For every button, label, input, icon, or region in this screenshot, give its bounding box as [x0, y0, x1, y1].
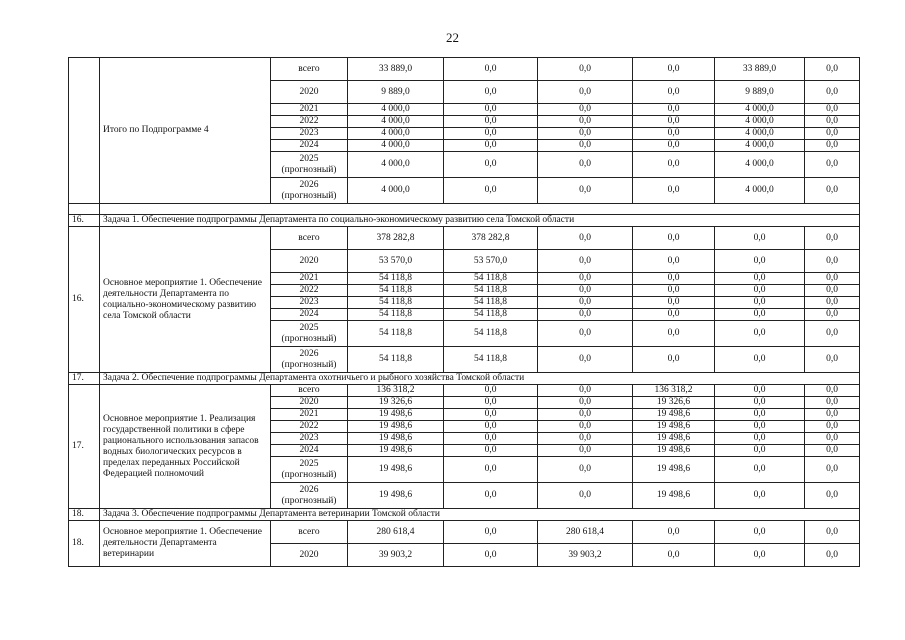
value-cell: 0,0: [805, 521, 860, 544]
value-cell: 4 000,0: [715, 128, 805, 140]
value-cell: 19 326,6: [348, 397, 444, 409]
value-cell: 4 000,0: [348, 178, 444, 204]
value-cell: 0,0: [444, 385, 538, 397]
year-cell: 2022: [271, 421, 348, 433]
value-cell: 0,0: [805, 347, 860, 373]
value-cell: 0,0: [633, 227, 715, 250]
value-cell: 0,0: [633, 297, 715, 309]
value-cell: 0,0: [715, 385, 805, 397]
year-cell: 2024: [271, 140, 348, 152]
task-title: [100, 204, 860, 215]
task-row: [69, 215, 860, 227]
value-cell: 0,0: [538, 309, 633, 321]
value-cell: 0,0: [538, 152, 633, 178]
value-cell: 0,0: [444, 457, 538, 483]
row-number: [69, 204, 100, 215]
value-cell: 0,0: [633, 273, 715, 285]
value-cell: 0,0: [633, 152, 715, 178]
value-cell: 19 498,6: [633, 483, 715, 509]
value-cell: 19 498,6: [348, 409, 444, 421]
value-cell: 0,0: [633, 250, 715, 273]
year-cell: 2020: [271, 250, 348, 273]
value-cell: 378 282,8: [348, 227, 444, 250]
value-cell: 0,0: [538, 178, 633, 204]
value-cell: 0,0: [805, 273, 860, 285]
value-cell: 0,0: [538, 58, 633, 81]
value-cell: 4 000,0: [348, 116, 444, 128]
value-cell: 0,0: [805, 178, 860, 204]
value-cell: 19 498,6: [348, 445, 444, 457]
value-cell: 0,0: [538, 285, 633, 297]
value-cell: 0,0: [444, 104, 538, 116]
row-number: 17.: [69, 385, 100, 509]
value-cell: 0,0: [444, 58, 538, 81]
value-cell: 0,0: [715, 309, 805, 321]
year-cell: 2026 (прогнозный): [271, 347, 348, 373]
value-cell: 54 118,8: [444, 309, 538, 321]
row-number: 16.: [69, 227, 100, 373]
row-number: 17.: [69, 373, 100, 385]
value-cell: 0,0: [538, 321, 633, 347]
year-cell: 2023: [271, 297, 348, 309]
value-cell: 19 498,6: [348, 457, 444, 483]
value-cell: 0,0: [805, 457, 860, 483]
value-cell: 280 618,4: [348, 521, 444, 544]
year-cell: 2021: [271, 104, 348, 116]
value-cell: 0,0: [805, 81, 860, 104]
value-cell: 19 498,6: [348, 421, 444, 433]
task-row: [69, 373, 860, 385]
value-cell: 0,0: [538, 409, 633, 421]
value-cell: 0,0: [538, 273, 633, 285]
value-cell: 54 118,8: [348, 285, 444, 297]
value-cell: 0,0: [444, 140, 538, 152]
value-cell: 136 318,2: [633, 385, 715, 397]
value-cell: 54 118,8: [444, 273, 538, 285]
value-cell: 0,0: [538, 397, 633, 409]
value-cell: 0,0: [715, 544, 805, 567]
value-cell: 0,0: [444, 421, 538, 433]
value-cell: 54 118,8: [348, 347, 444, 373]
value-cell: 0,0: [805, 285, 860, 297]
value-cell: 0,0: [633, 178, 715, 204]
value-cell: 0,0: [715, 347, 805, 373]
value-cell: 378 282,8: [444, 227, 538, 250]
year-cell: 2026 (прогнозный): [271, 178, 348, 204]
value-cell: 54 118,8: [444, 285, 538, 297]
value-cell: 0,0: [805, 116, 860, 128]
value-cell: 19 498,6: [633, 433, 715, 445]
value-cell: 0,0: [538, 347, 633, 373]
value-cell: 0,0: [633, 104, 715, 116]
task-title: Задача 1. Обеспечение подпрограммы Департамента по социально-экономическому развитию села Томской области: [100, 215, 860, 227]
value-cell: 0,0: [805, 321, 860, 347]
value-cell: 53 570,0: [348, 250, 444, 273]
year-cell: 2025 (прогнозный): [271, 321, 348, 347]
row-number: 16.: [69, 215, 100, 227]
value-cell: 0,0: [715, 421, 805, 433]
value-cell: 19 498,6: [633, 409, 715, 421]
value-cell: 4 000,0: [715, 152, 805, 178]
year-cell: 2023: [271, 128, 348, 140]
value-cell: 9 889,0: [348, 81, 444, 104]
value-cell: 54 118,8: [348, 273, 444, 285]
activity-name: Основное мероприятие 1. Обеспечение деятельности Департамента по социально-экономическому развитию села Томской области: [100, 227, 271, 373]
activity-name: Основное мероприятие 1. Обеспечение деятельности Департамента ветеринарии: [100, 521, 271, 567]
value-cell: 0,0: [538, 385, 633, 397]
value-cell: 0,0: [715, 445, 805, 457]
year-cell: 2024: [271, 445, 348, 457]
value-cell: 19 498,6: [348, 483, 444, 509]
value-cell: 4 000,0: [348, 152, 444, 178]
value-cell: 19 326,6: [633, 397, 715, 409]
value-cell: 9 889,0: [715, 81, 805, 104]
value-cell: 0,0: [444, 128, 538, 140]
value-cell: 0,0: [538, 421, 633, 433]
value-cell: 0,0: [715, 397, 805, 409]
value-cell: 0,0: [805, 309, 860, 321]
row-number: 18.: [69, 521, 100, 567]
value-cell: 0,0: [444, 445, 538, 457]
value-cell: 0,0: [805, 385, 860, 397]
value-cell: 0,0: [538, 445, 633, 457]
value-cell: 0,0: [538, 140, 633, 152]
value-cell: 0,0: [444, 483, 538, 509]
table-row: [69, 521, 860, 544]
year-cell: 2020: [271, 544, 348, 567]
value-cell: 39 903,2: [538, 544, 633, 567]
task-title: Задача 2. Обеспечение подпрограммы Департамента охотничьего и рыбного хозяйства Томской области: [100, 373, 860, 385]
table-row: [69, 227, 860, 250]
value-cell: 0,0: [805, 152, 860, 178]
value-cell: 0,0: [633, 347, 715, 373]
value-cell: 54 118,8: [444, 347, 538, 373]
year-cell: 2025 (прогнозный): [271, 457, 348, 483]
value-cell: 39 903,2: [348, 544, 444, 567]
value-cell: 136 318,2: [348, 385, 444, 397]
value-cell: 0,0: [633, 140, 715, 152]
value-cell: 0,0: [715, 483, 805, 509]
value-cell: 0,0: [538, 483, 633, 509]
year-cell: всего: [271, 385, 348, 397]
value-cell: 0,0: [715, 297, 805, 309]
value-cell: 33 889,0: [348, 58, 444, 81]
value-cell: 0,0: [538, 128, 633, 140]
value-cell: 0,0: [538, 104, 633, 116]
year-cell: всего: [271, 58, 348, 81]
subprogram-header: [69, 204, 860, 215]
value-cell: 0,0: [444, 409, 538, 421]
value-cell: 0,0: [805, 140, 860, 152]
value-cell: 0,0: [444, 116, 538, 128]
value-cell: 0,0: [715, 227, 805, 250]
value-cell: 19 498,6: [633, 445, 715, 457]
activity-name: Основное мероприятие 1. Реализация государственной политики в сфере рационального использования запасов водных биологических ресурсов в пределах переданных Российской Федерацией полномочий: [100, 385, 271, 509]
value-cell: 0,0: [805, 433, 860, 445]
value-cell: 0,0: [715, 321, 805, 347]
year-cell: 2025 (прогнозный): [271, 152, 348, 178]
value-cell: 0,0: [633, 544, 715, 567]
year-cell: 2023: [271, 433, 348, 445]
row-number: [69, 58, 100, 204]
value-cell: 0,0: [633, 309, 715, 321]
value-cell: 0,0: [715, 250, 805, 273]
value-cell: 0,0: [805, 297, 860, 309]
value-cell: 0,0: [538, 250, 633, 273]
value-cell: 19 498,6: [348, 433, 444, 445]
table-row: [69, 58, 860, 81]
year-cell: 2022: [271, 116, 348, 128]
value-cell: 0,0: [444, 81, 538, 104]
value-cell: 0,0: [805, 104, 860, 116]
value-cell: 0,0: [715, 285, 805, 297]
value-cell: 0,0: [444, 433, 538, 445]
value-cell: 0,0: [633, 521, 715, 544]
value-cell: 4 000,0: [715, 104, 805, 116]
budget-table: [68, 57, 860, 567]
value-cell: 0,0: [444, 397, 538, 409]
value-cell: 4 000,0: [348, 140, 444, 152]
page-number: 22: [446, 30, 459, 45]
value-cell: 0,0: [444, 152, 538, 178]
value-cell: 0,0: [805, 397, 860, 409]
value-cell: 0,0: [805, 409, 860, 421]
value-cell: 0,0: [633, 285, 715, 297]
year-cell: 2021: [271, 409, 348, 421]
value-cell: 0,0: [715, 521, 805, 544]
value-cell: 33 889,0: [715, 58, 805, 81]
value-cell: 0,0: [805, 250, 860, 273]
value-cell: 54 118,8: [348, 309, 444, 321]
value-cell: 4 000,0: [348, 128, 444, 140]
value-cell: 0,0: [538, 457, 633, 483]
value-cell: 19 498,6: [633, 421, 715, 433]
year-cell: всего: [271, 521, 348, 544]
value-cell: 4 000,0: [715, 140, 805, 152]
task-title: Задача 3. Обеспечение подпрограммы Департамента ветеринарии Томской области: [100, 509, 860, 521]
value-cell: 0,0: [805, 58, 860, 81]
year-cell: 2024: [271, 309, 348, 321]
value-cell: 54 118,8: [348, 321, 444, 347]
value-cell: 0,0: [715, 409, 805, 421]
value-cell: 54 118,8: [348, 297, 444, 309]
value-cell: 0,0: [715, 433, 805, 445]
value-cell: 0,0: [633, 58, 715, 81]
value-cell: 0,0: [538, 297, 633, 309]
value-cell: 0,0: [805, 227, 860, 250]
value-cell: 0,0: [538, 116, 633, 128]
value-cell: 0,0: [633, 81, 715, 104]
value-cell: 0,0: [715, 273, 805, 285]
year-cell: всего: [271, 227, 348, 250]
value-cell: 0,0: [538, 433, 633, 445]
value-cell: 0,0: [805, 445, 860, 457]
value-cell: 0,0: [805, 128, 860, 140]
value-cell: 0,0: [633, 321, 715, 347]
value-cell: 0,0: [444, 521, 538, 544]
activity-name: Итого по Подпрограмме 4: [100, 58, 271, 204]
value-cell: 0,0: [715, 457, 805, 483]
value-cell: 54 118,8: [444, 297, 538, 309]
value-cell: 4 000,0: [715, 178, 805, 204]
value-cell: 4 000,0: [715, 116, 805, 128]
year-cell: 2020: [271, 81, 348, 104]
value-cell: 0,0: [633, 128, 715, 140]
value-cell: 280 618,4: [538, 521, 633, 544]
task-row: [69, 509, 860, 521]
value-cell: 53 570,0: [444, 250, 538, 273]
value-cell: 0,0: [805, 483, 860, 509]
value-cell: 19 498,6: [633, 457, 715, 483]
year-cell: 2022: [271, 285, 348, 297]
value-cell: 0,0: [538, 227, 633, 250]
year-cell: 2021: [271, 273, 348, 285]
value-cell: 0,0: [444, 544, 538, 567]
value-cell: 4 000,0: [348, 104, 444, 116]
row-number: 18.: [69, 509, 100, 521]
value-cell: 0,0: [633, 116, 715, 128]
value-cell: 0,0: [805, 421, 860, 433]
year-cell: 2020: [271, 397, 348, 409]
value-cell: 0,0: [805, 544, 860, 567]
year-cell: 2026 (прогнозный): [271, 483, 348, 509]
table-row: [69, 385, 860, 397]
value-cell: 0,0: [538, 81, 633, 104]
value-cell: 0,0: [444, 178, 538, 204]
value-cell: 54 118,8: [444, 321, 538, 347]
